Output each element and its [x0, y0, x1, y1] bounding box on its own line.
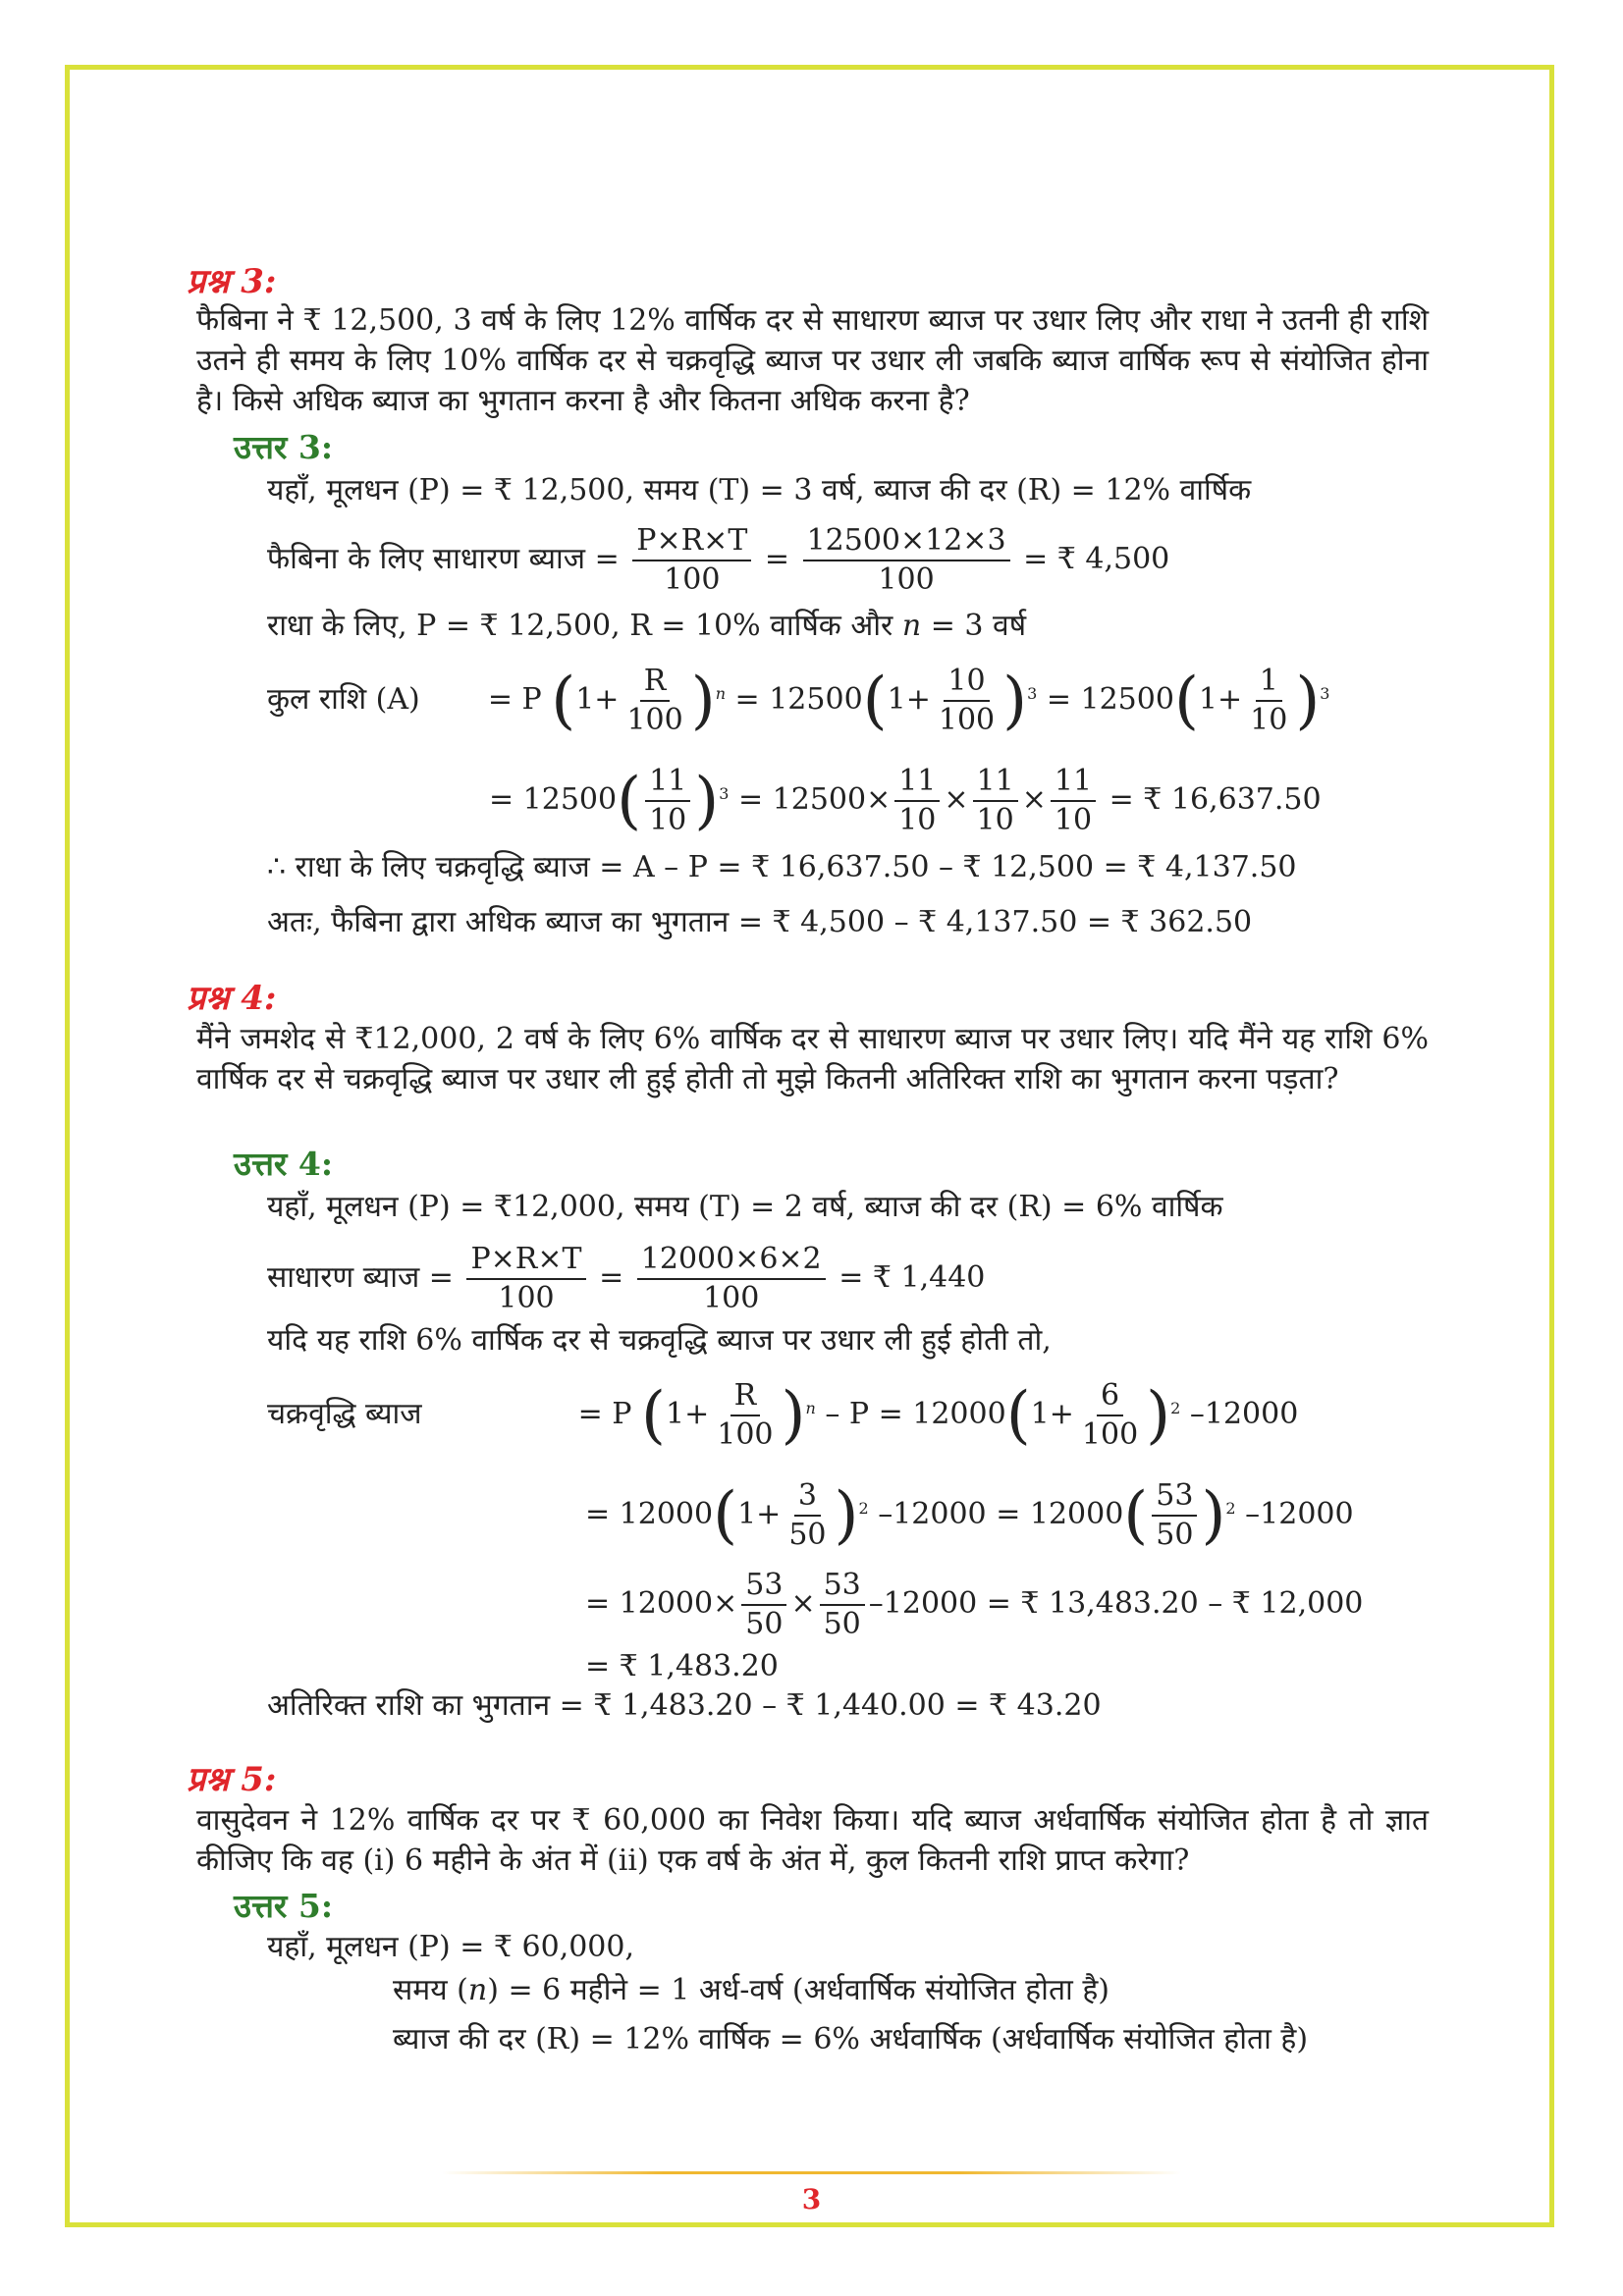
answer-3-amount-formula: कुल राशि (A) = P (1+ $\frac{R}{100}$ )$^n$ = 12500(1+ $\frac{10}{100}$ )$^3$ = 12500(1+ $\frac{1}{10}$ )$^3$ [267, 664, 1330, 737]
answer-4-if-line: यदि यह राशि 6% वार्षिक दर से चक्रवृद्धि ब्याज पर उधार ली हुई होती तो, [267, 1323, 1052, 1358]
answer-3-compound-interest: ∴ राधा के लिए चक्रवृद्धि ब्याज = A – P = ₹ 16,637.50 – ₹ 12,500 = ₹ 4,137.50 [267, 850, 1297, 884]
fraction: $\frac{12500\times 12\times 3}{100}$ [803, 522, 1010, 599]
fraction: $\frac{P\times R\times T}{100}$ [632, 522, 751, 599]
answer-4-heading: उत्तर 4: [234, 1145, 334, 1183]
question-3-text: फैबिना ने ₹ 12,500, 3 वर्ष के लिए 12% वार्षिक दर से साधारण ब्याज पर उधार लिए और राधा ने उतनी ही राशि उतने ही समय के लिए 10% वार्षिक दर से चक्रवृद्धि ब्याज पर उधार ली जबकि ब्याज वार्षिक रूप से संयोजित होना है। किसे अधिक ब्याज का भुगतान करना है और कितना अधिक करना है? [196, 303, 1429, 418]
answer-4-given: यहाँ, मूलधन (P) = ₹12,000, समय (T) = 2 वर्ष, ब्याज की दर (R) = 6% वार्षिक [267, 1190, 1223, 1224]
answer-5-given: यहाँ, मूलधन (P) = ₹ 60,000, [267, 1930, 635, 1964]
answer-3-amount-steps: = 12500( $\frac{11}{10}$ )$^3$ = 12500× $\frac{11}{10}$ × $\frac{11}{10}$ × $\frac{11}{10}$ = ₹ 16,637.50 [489, 764, 1322, 837]
answer-5-rate: ब्याज की दर (R) = 12% वार्षिक = 6% अर्धवार्षिक (अर्धवार्षिक संयोजित होता है) [393, 2022, 1309, 2056]
page-number: 3 [801, 2183, 822, 2216]
answer-4-ci-result: = ₹ 1,483.20 [585, 1649, 779, 1683]
question-4-text: मैंने जमशेद से ₹12,000, 2 वर्ष के लिए 6% वार्षिक दर से साधारण ब्याज पर उधार लिए। यदि मैंने यह राशि 6% वार्षिक दर से चक्रवृद्धि ब्याज पर उधार ली हुई होती तो मुझे कितनी अतिरिक्त राशि का भुगतान करना पड़ता? [196, 1022, 1429, 1096]
answer-4-simple-interest: साधारण ब्याज = $\frac{P\times R\times T}{100}$ = $\frac{12000\times 6\times 2}{100}$ = ₹ 1,440 [267, 1242, 986, 1315]
answer-4-ci-step3: = 12000× $\frac{53}{50}$ × $\frac{53}{50}$ –12000 = ₹ 13,483.20 – ₹ 12,000 [585, 1568, 1364, 1641]
question-3-heading: प्रश्न 3: [187, 262, 277, 301]
footer-rule [442, 2171, 1181, 2174]
answer-3-heading: उत्तर 3: [234, 428, 334, 466]
answer-3-radha: राधा के लिए, P = ₹ 12,500, R = 10% वार्षिक और n = 3 वर्ष [267, 609, 1027, 643]
question-5-heading: प्रश्न 5: [187, 1760, 277, 1799]
answer-4-ci-step2: = 12000(1+ $\frac{3}{50}$ )$^2$ –12000 = 12000( $\frac{53}{50}$ )$^2$ –12000 [585, 1478, 1354, 1552]
answer-3-simple-interest: फैबिना के लिए साधारण ब्याज = $\frac{P\times R\times T}{100}$ = $\frac{12500\times 12\times 3}{100}$ = ₹ 4,500 [267, 523, 1170, 597]
question-5-text: वासुदेवन ने 12% वार्षिक दर पर ₹ 60,000 का निवेश किया। यदि ब्याज अर्धवार्षिक संयोजित होता है तो ज्ञात कीजिए कि वह (i) 6 महीने के अंत में (ii) एक वर्ष के अंत में, कुल कितनी राशि प्राप्त करेगा? [196, 1803, 1429, 1878]
answer-5-time: समय (n) = 6 महीने = 1 अर्ध-वर्ष (अर्धवार्षिक संयोजित होता है) [393, 1973, 1109, 2007]
answer-4-ci-formula: चक्रवृद्धि ब्याज = P (1+ $\frac{R}{100}$ )$^n$ – P = 12000(1+ $\frac{6}{100}$ )$^2$ –12000 [267, 1378, 1299, 1452]
answer-5-heading: उत्तर 5: [234, 1887, 334, 1925]
answer-3-given: यहाँ, मूलधन (P) = ₹ 12,500, समय (T) = 3 वर्ष, ब्याज की दर (R) = 12% वार्षिक [267, 473, 1252, 507]
question-4-heading: प्रश्न 4: [187, 979, 277, 1018]
answer-3-conclusion: अतः, फैबिना द्वारा अधिक ब्याज का भुगतान = ₹ 4,500 – ₹ 4,137.50 = ₹ 362.50 [267, 905, 1253, 939]
answer-4-extra: अतिरिक्त राशि का भुगतान = ₹ 1,483.20 – ₹ 1,440.00 = ₹ 43.20 [267, 1688, 1102, 1723]
